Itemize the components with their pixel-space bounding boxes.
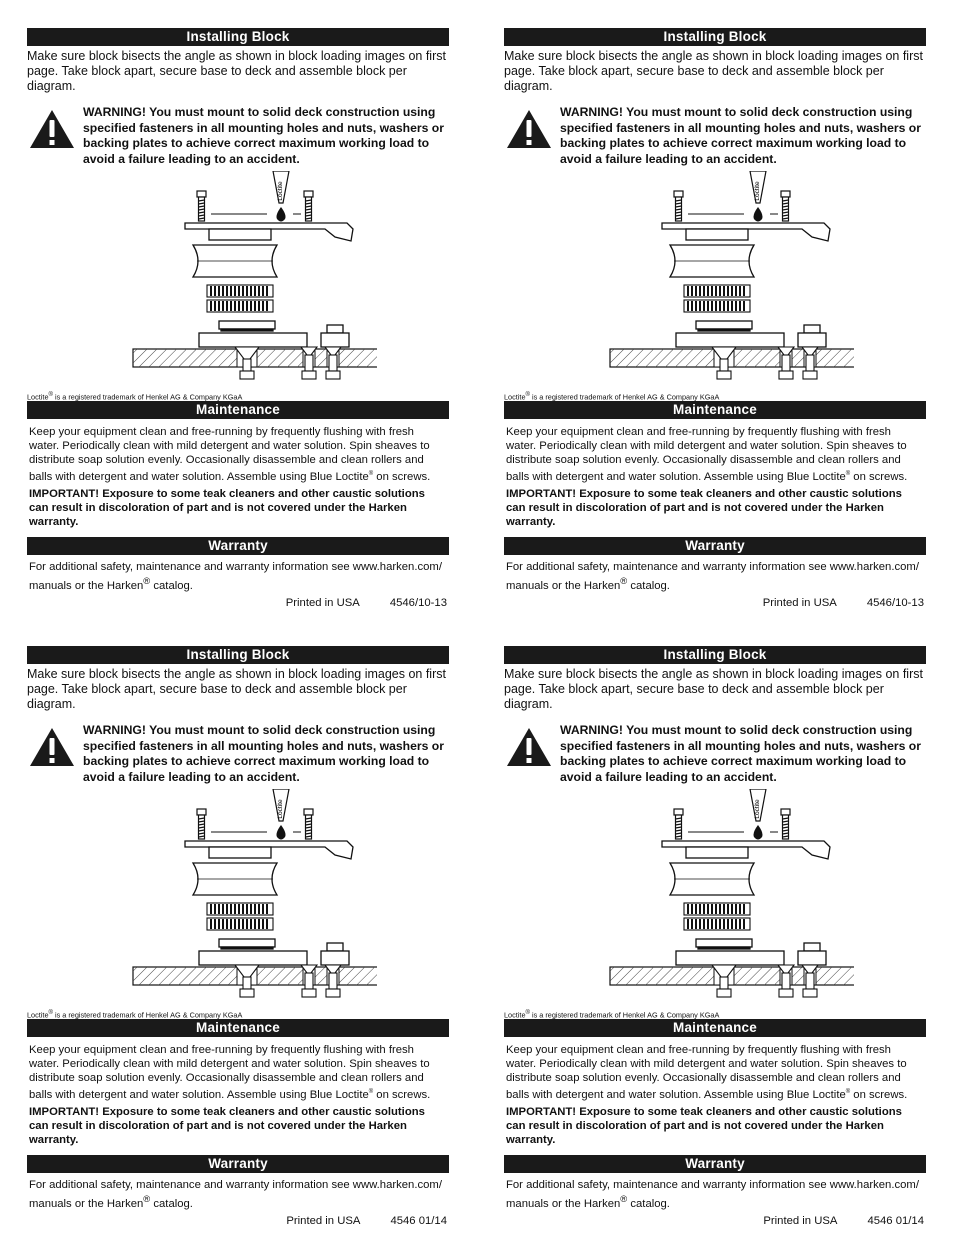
warning-triangle-icon: [29, 109, 75, 149]
installing-block-heading: Installing Block: [504, 28, 926, 46]
warranty-heading: Warranty: [504, 1155, 926, 1173]
warranty-text: For additional safety, maintenance and warranty information see www.harken.com/ manuals or the Harken® catalog.: [506, 1178, 919, 1210]
bearing-stack-icon: [207, 285, 273, 312]
print-code: 4546/10-13: [866, 596, 924, 609]
sheave-icon: [193, 863, 277, 895]
sheave-icon: [670, 863, 754, 895]
warning-triangle-icon: [506, 109, 552, 149]
warning-block: [504, 105, 926, 169]
top-plate-icon: [185, 223, 353, 241]
trademark-note: Loctite® is a registered trademark of Henkel AG & Company KGaA: [27, 392, 243, 402]
install-instructions: Make sure block bisects the angle as shown in block loading images on first page. Take block apart, secure base to deck and assemble block per diagram.: [504, 49, 923, 93]
loctite-tube-icon: [273, 789, 289, 840]
maintenance-text: Keep your equipment clean and free-running by frequently flushing with fresh water. Periodically clean with mild detergent and water solution. Spin sheaves to distribute soap solution evenly. Occasionally disassemble and clean rollers and balls with detergent and water solution. Assemble using Blue Loctite® on screws.: [506, 1044, 908, 1101]
assembly-drawing: [97, 789, 377, 1013]
assembly-drawing: [574, 171, 854, 395]
install-instructions: Make sure block bisects the angle as shown in block loading images on first page. Take block apart, secure base to deck and assemble block per diagram.: [27, 49, 446, 93]
printed-line: Printed in USA 4546/10-13: [285, 596, 447, 609]
block-assembly-diagram: [27, 789, 449, 1013]
screw-left-icon: [674, 191, 683, 221]
printed-line: Printed in USA 4546 01/14: [286, 1214, 447, 1227]
svg-text:Loctite: Loctite: [277, 181, 284, 201]
warning-triangle-icon: [29, 727, 75, 767]
warning-text: WARNING! You must mount to solid deck construction using specified fasteners in all mounting holes and nuts, washers or backing plates to achieve correct maximum working load to avoid a failure leading to an accident.: [560, 723, 921, 784]
print-code: 4546/10-13: [389, 596, 447, 609]
important-note: IMPORTANT! Exposure to some teak cleaners and other caustic solutions can result in discoloration of part and is not covered under the Harken warranty.: [29, 487, 425, 528]
base-icon: [676, 321, 826, 347]
warning-block: [27, 105, 449, 169]
base-icon: [676, 939, 826, 965]
manual-panel: [504, 646, 926, 1228]
block-assembly-diagram: [27, 171, 449, 395]
svg-text:Loctite: Loctite: [277, 799, 284, 819]
trademark-note: Loctite® is a registered trademark of Henkel AG & Company KGaA: [504, 1010, 720, 1020]
important-note: IMPORTANT! Exposure to some teak cleaners and other caustic solutions can result in discoloration of part and is not covered under the Harken warranty.: [506, 487, 902, 528]
maintenance-text: Keep your equipment clean and free-running by frequently flushing with fresh water. Periodically clean with mild detergent and water solution. Spin sheaves to distribute soap solution evenly. Occasionally disassemble and clean rollers and balls with detergent and water solution. Assemble using Blue Loctite® on screws.: [29, 1044, 431, 1101]
warranty-heading: Warranty: [504, 537, 926, 555]
installing-block-heading: Installing Block: [27, 28, 449, 46]
loctite-tube-icon: [750, 789, 766, 840]
maintenance-text: Keep your equipment clean and free-running by frequently flushing with fresh water. Periodically clean with mild detergent and water solution. Spin sheaves to distribute soap solution evenly. Occasionally disassemble and clean rollers and balls with detergent and water solution. Assemble using Blue Loctite® on screws.: [506, 426, 908, 483]
block-assembly-diagram: [504, 171, 926, 395]
base-icon: [199, 939, 349, 965]
warning-block: [504, 723, 926, 787]
manual-panel: [504, 28, 926, 610]
top-plate-icon: [662, 223, 830, 241]
manual-panel: [27, 28, 449, 610]
important-note: IMPORTANT! Exposure to some teak cleaners and other caustic solutions can result in discoloration of part and is not covered under the Harken warranty.: [29, 1105, 425, 1146]
sheave-icon: [193, 245, 277, 277]
screw-left-icon: [674, 809, 683, 839]
print-code: 4546 01/14: [867, 1214, 924, 1227]
warranty-text: For additional safety, maintenance and warranty information see www.harken.com/ manuals or the Harken® catalog.: [506, 560, 919, 592]
warranty-heading: Warranty: [27, 537, 449, 555]
maintenance-heading: Maintenance: [27, 401, 449, 419]
install-instructions: Make sure block bisects the angle as shown in block loading images on first page. Take block apart, secure base to deck and assemble block per diagram.: [27, 667, 446, 711]
screw-right-icon: [304, 809, 313, 839]
warning-text: WARNING! You must mount to solid deck construction using specified fasteners in all mounting holes and nuts, washers or backing plates to achieve correct maximum working load to avoid a failure leading to an accident.: [83, 105, 444, 166]
warning-text: WARNING! You must mount to solid deck construction using specified fasteners in all mounting holes and nuts, washers or backing plates to achieve correct maximum working load to avoid a failure leading to an accident.: [560, 105, 921, 166]
warning-block: [27, 723, 449, 787]
maintenance-heading: Maintenance: [504, 1019, 926, 1037]
loctite-tube-icon: [750, 171, 766, 222]
installing-block-heading: Installing Block: [27, 646, 449, 664]
bearing-stack-icon: [684, 285, 750, 312]
installing-block-heading: Installing Block: [504, 646, 926, 664]
warranty-heading: Warranty: [27, 1155, 449, 1173]
loctite-tube-icon: [273, 171, 289, 222]
printed-line: Printed in USA 4546 01/14: [763, 1214, 924, 1227]
install-instructions: Make sure block bisects the angle as shown in block loading images on first page. Take block apart, secure base to deck and assemble block per diagram.: [504, 667, 923, 711]
svg-text:Loctite: Loctite: [754, 799, 761, 819]
manual-panel: [27, 646, 449, 1228]
print-code: 4546 01/14: [390, 1214, 447, 1227]
warranty-text: For additional safety, maintenance and warranty information see www.harken.com/ manuals or the Harken® catalog.: [29, 560, 442, 592]
screw-right-icon: [781, 191, 790, 221]
top-plate-icon: [185, 841, 353, 859]
trademark-note: Loctite® is a registered trademark of Henkel AG & Company KGaA: [27, 1010, 243, 1020]
svg-text:Loctite: Loctite: [754, 181, 761, 201]
block-assembly-diagram: [504, 789, 926, 1013]
printed-line: Printed in USA 4546/10-13: [762, 596, 924, 609]
important-note: IMPORTANT! Exposure to some teak cleaners and other caustic solutions can result in discoloration of part and is not covered under the Harken warranty.: [506, 1105, 902, 1146]
warning-text: WARNING! You must mount to solid deck construction using specified fasteners in all mounting holes and nuts, washers or backing plates to achieve correct maximum working load to avoid a failure leading to an accident.: [83, 723, 444, 784]
assembly-drawing: [97, 171, 377, 395]
assembly-drawing: [574, 789, 854, 1013]
screw-right-icon: [304, 191, 313, 221]
trademark-note: Loctite® is a registered trademark of Henkel AG & Company KGaA: [504, 392, 720, 402]
screw-right-icon: [781, 809, 790, 839]
sheave-icon: [670, 245, 754, 277]
screw-left-icon: [197, 809, 206, 839]
top-plate-icon: [662, 841, 830, 859]
screw-left-icon: [197, 191, 206, 221]
base-icon: [199, 321, 349, 347]
warranty-text: For additional safety, maintenance and warranty information see www.harken.com/ manuals or the Harken® catalog.: [29, 1178, 442, 1210]
maintenance-heading: Maintenance: [27, 1019, 449, 1037]
maintenance-heading: Maintenance: [504, 401, 926, 419]
maintenance-text: Keep your equipment clean and free-running by frequently flushing with fresh water. Periodically clean with mild detergent and water solution. Spin sheaves to distribute soap solution evenly. Occasionally disassemble and clean rollers and balls with detergent and water solution. Assemble using Blue Loctite® on screws.: [29, 426, 431, 483]
bearing-stack-icon: [684, 903, 750, 930]
bearing-stack-icon: [207, 903, 273, 930]
warning-triangle-icon: [506, 727, 552, 767]
